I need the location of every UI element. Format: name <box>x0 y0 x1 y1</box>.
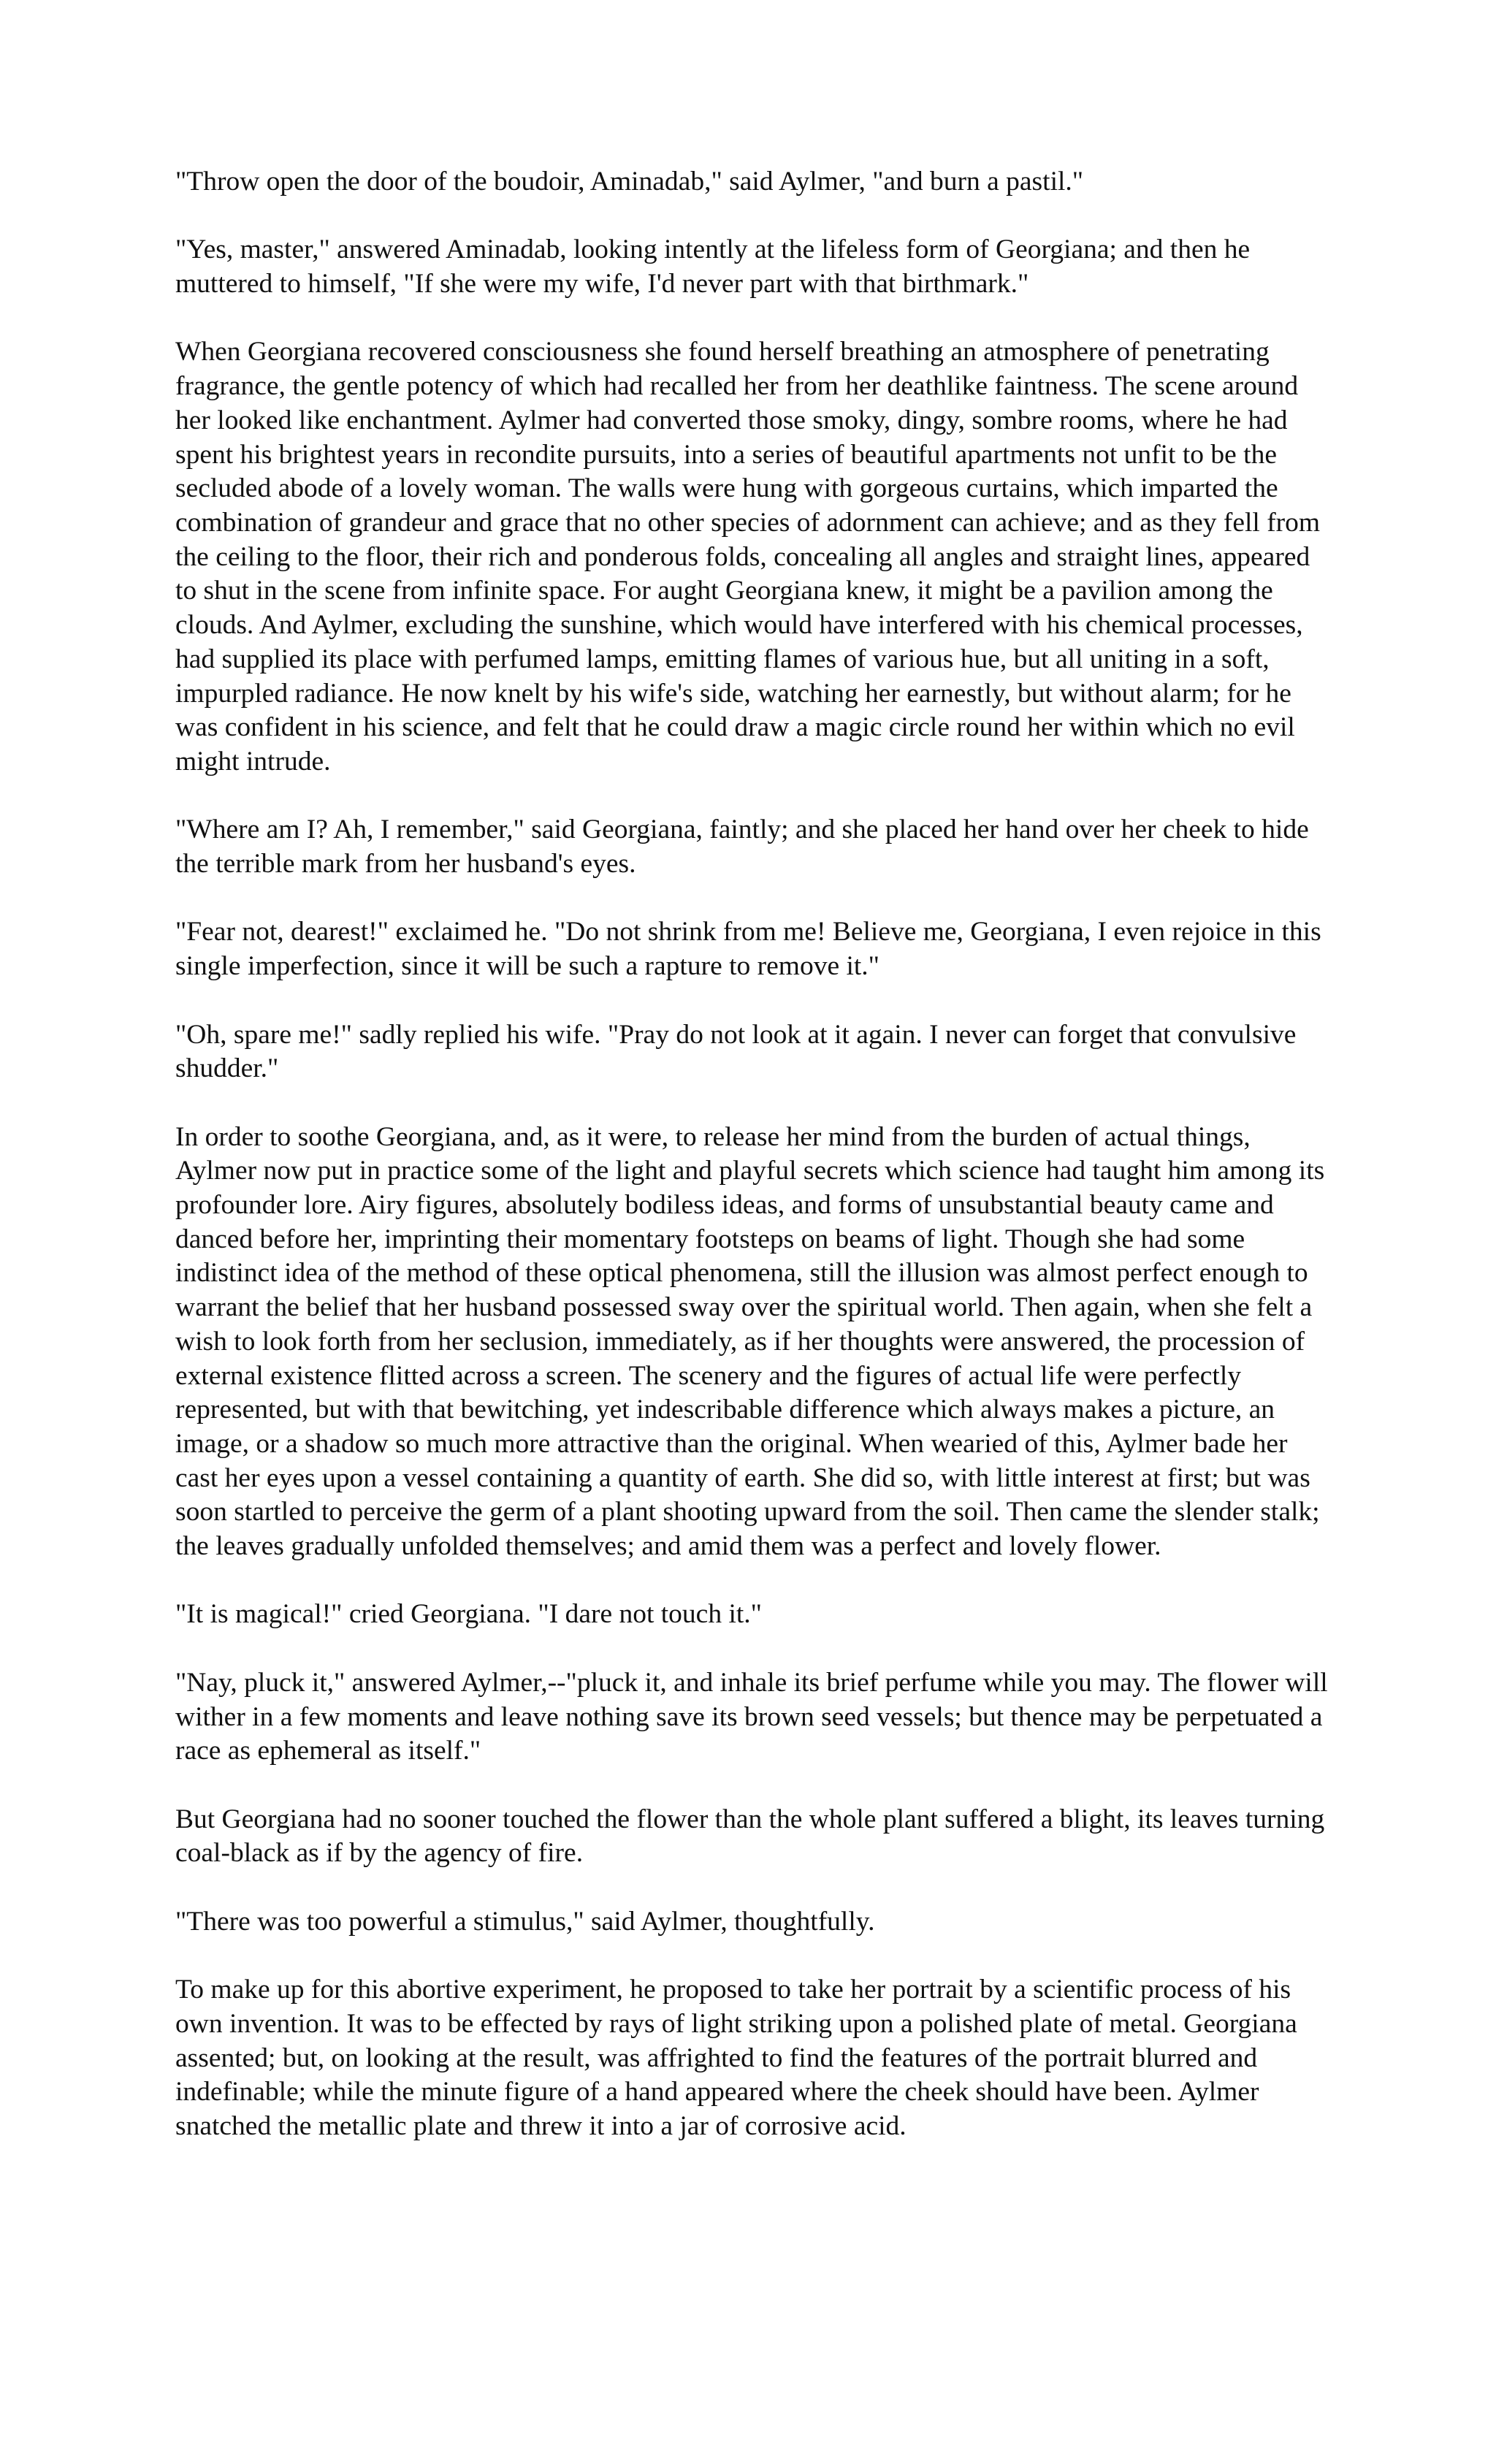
paragraph: "Nay, pluck it," answered Aylmer,--"pluck it, and inhale its brief perfume while you may. The flower will wither in a few moments and leave nothing save its brown seed vessels; but thence may be perpetuated a race as ephemeral as itself." <box>175 1667 1328 1766</box>
paragraph: In order to soothe Georgiana, and, as it were, to release her mind from the burden of actual things, Aylmer now put in practice some of the light and playful secrets which science had taught him among its profounder lore. Airy figures, absolutely bodiless ideas, and forms of unsubstantial beauty came and danced before her, imprinting their momentary footsteps on beams of light. Though she had some indistinct idea of the method of these optical phenomena, still the illusion was almost perfect enough to warrant the belief that her husband possessed sway over the spiritual world. Then again, when she felt a wish to look forth from her seclusion, immediately, as if her thoughts were answered, the procession of external existence flitted across a screen. The scenery and the figures of actual life were perfectly represented, but with that bewitching, yet indescribable difference which always makes a picture, an image, or a shadow so much more attractive than the original. When wearied of this, Aylmer bade her cast her eyes upon a vessel containing a quantity of earth. She did so, with little interest at first; but was soon startled to perceive the germ of a plant shooting upward from the soil. Then came the slender stalk; the leaves gradually unfolded themselves; and amid them was a perfect and lovely flower. <box>175 1121 1325 1562</box>
paragraph: "Throw open the door of the boudoir, Aminadab," said Aylmer, "and burn a pastil." <box>175 167 1084 197</box>
paragraph: "There was too powerful a stimulus," said Aylmer, thoughtfully. <box>175 1906 875 1937</box>
paragraph: "Yes, master," answered Aminadab, looking intently at the lifeless form of Georgiana; and then he muttered to himself, "If she were my wife, I'd never part with that birthmark." <box>175 234 1251 300</box>
paragraph: "Fear not, dearest!" exclaimed he. "Do not shrink from me! Believe me, Georgiana, I even rejoice in this single imperfection, since it will be such a rapture to remove it." <box>175 917 1321 982</box>
paragraph: To make up for this abortive experiment, he proposed to take her portrait by a scientific process of his own invention. It was to be effected by rays of light striking upon a polished plate of metal. Georgiana assented; but, on looking at the result, was affrighted to find the features of the portrait blurred and indefinable; while the minute figure of a hand appeared where the cheek should have been. Aylmer snatched the metallic plate and threw it into a jar of corrosive acid. <box>175 1975 1297 2141</box>
document-page <box>175 165 1337 2144</box>
paragraph: "It is magical!" cried Georgiana. "I dare not touch it." <box>175 1599 762 1630</box>
paragraph: "Where am I? Ah, I remember," said Georgiana, faintly; and she placed her hand over her cheek to hide the terrible mark from her husband's eyes. <box>175 815 1309 880</box>
paragraph: But Georgiana had no sooner touched the flower than the whole plant suffered a blight, its leaves turning coal-black as if by the agency of fire. <box>175 1804 1325 1869</box>
paragraph: "Oh, spare me!" sadly replied his wife. "Pray do not look at it again. I never can forget that convulsive shudder." <box>175 1019 1297 1084</box>
paragraph: When Georgiana recovered consciousness she found herself breathing an atmosphere of penetrating fragrance, the gentle potency of which had recalled her from her deathlike faintness. The scene around her looked like enchantment. Aylmer had converted those smoky, dingy, sombre rooms, where he had spent his brightest years in recondite pursuits, into a series of beautiful apartments not unfit to be the secluded abode of a lovely woman. The walls were hung with gorgeous curtains, which imparted the combination of grandeur and grace that no other species of adornment can achieve; and as they fell from the ceiling to the floor, their rich and ponderous folds, concealing all angles and straight lines, appeared to shut in the scene from infinite space. For aught Georgiana knew, it might be a pavilion among the clouds. And Aylmer, excluding the sunshine, which would have interfered with his chemical processes, had supplied its place with perfumed lamps, emitting flames of various hue, but all uniting in a soft, impurpled radiance. He now knelt by his wife's side, watching her earnestly, but without alarm; for he was confident in his science, and felt that he could draw a magic circle round her within which no evil might intrude. <box>175 337 1321 777</box>
